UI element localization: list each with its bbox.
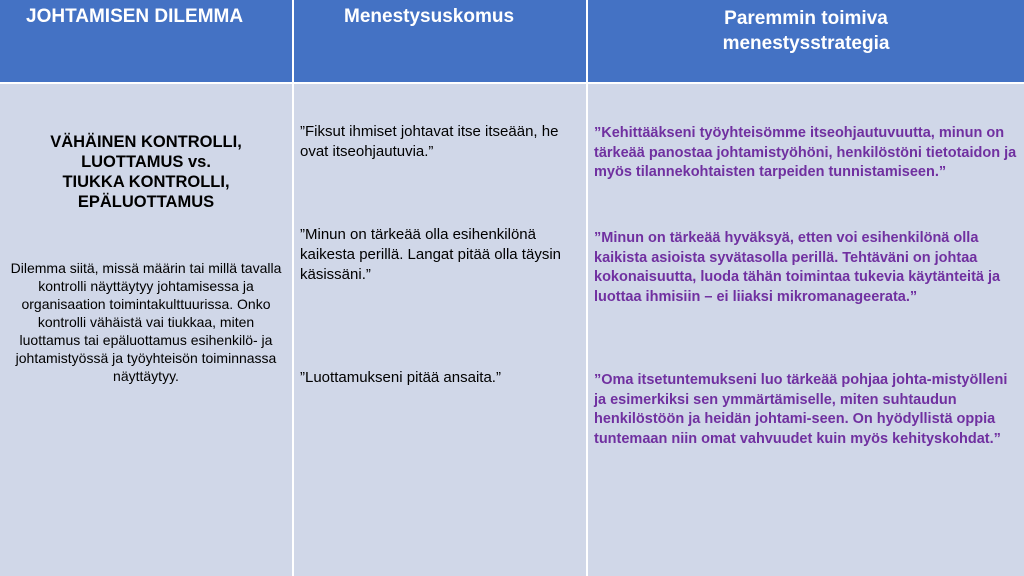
dilemma-title-line: EPÄLUOTTAMUS bbox=[77, 193, 215, 211]
belief-text: ”Minun on tärkeää olla esihenkilönä kaikesta perillä. Langat pitää olla täysin käsissäni.” bbox=[300, 226, 561, 283]
belief-text: ”Luottamukseni pitää ansaita.” bbox=[300, 369, 501, 386]
header-strategy bbox=[588, 0, 1024, 82]
header-belief-label: Menestysuskomus bbox=[344, 6, 515, 27]
dilemma-title-line: TIUKKA KONTROLLI, bbox=[62, 173, 230, 191]
strategy-text: ”Oma itsetuntemukseni luo tärkeää pohjaa johta-mistyölleni ja esimerkiksi sen ymmärtämiselle, miten suhtaudun henkilöstöön ja heidän johtami-seen. On hyödyllistä oppia tuntemaan niin omat vahvuudet kuin myös kehityskohdat.” bbox=[594, 372, 1008, 447]
header-strategy-line1: Paremmin toimiva bbox=[724, 8, 888, 29]
dilemma-cell bbox=[0, 84, 292, 576]
belief-text: ”Fiksut ihmiset johtavat itse itseään, he ovat itseohjautuvia.” bbox=[300, 123, 559, 160]
header-dilemma bbox=[0, 0, 292, 82]
dilemma-title-line: VÄHÄINEN KONTROLLI, bbox=[50, 133, 242, 151]
belief-cell bbox=[294, 84, 586, 576]
strategy-cell bbox=[588, 84, 1024, 576]
dilemma-title bbox=[0, 132, 292, 212]
strategy-text: ”Minun on tärkeää hyväksyä, etten voi esihenkilönä olla kaikista asioista syvätasolla perillä. Tehtäväni on johtaa kokonaisuutta, luoda tähän toimintaa tukevia käytänteitä ja luottaa ihmisiin – ei liiaksi mikromanageerata.” bbox=[594, 230, 1001, 305]
header-dilemma-label: JOHTAMISEN DILEMMA bbox=[26, 6, 244, 27]
dilemma-title-line: LUOTTAMUS vs. bbox=[81, 153, 211, 171]
header-strategy-line2: menestysstrategia bbox=[722, 33, 890, 54]
strategy-text: ”Kehittääkseni työyhteisömme itseohjautuvuutta, minun on tärkeää panostaa johtamistyöhöni, henkilöstöni tietotaidon ja myös tilannekohtaisten tarpeiden tunnistamiseen.” bbox=[594, 125, 1017, 180]
dilemma-description: Dilemma siitä, missä määrin tai millä tavalla kontrolli näyttäytyy johtamisessa ja organisaation toimintakulttuurissa. Onko kontrolli vähäistä vai tiukkaa, miten luottamus tai epäluottamus esihenkilö- ja johtamistyössä ja työyhteisön toiminnassa näyttäytyy. bbox=[10, 260, 282, 384]
header-belief bbox=[294, 0, 586, 82]
